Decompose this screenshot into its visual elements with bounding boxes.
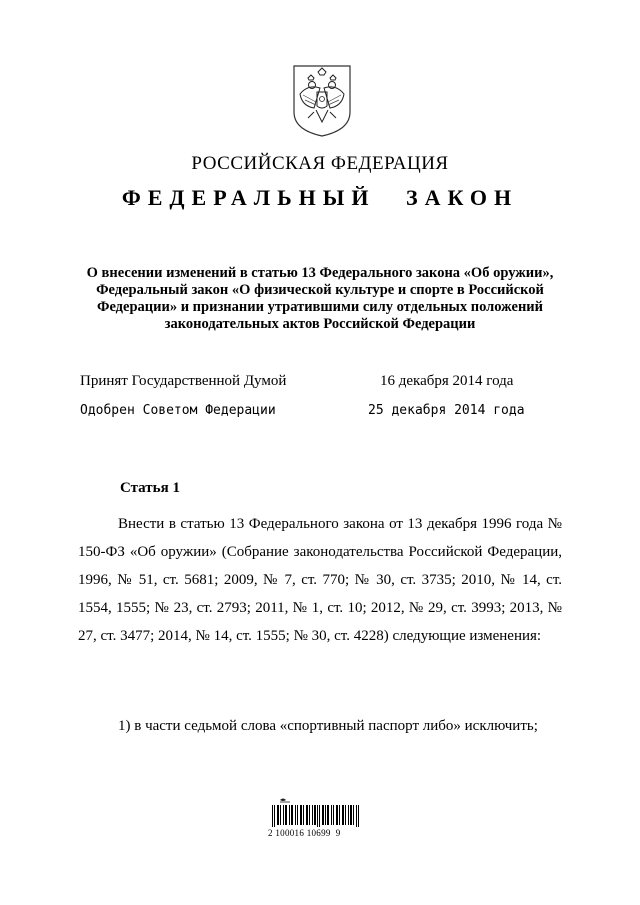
article-heading: Статья 1	[120, 480, 180, 496]
law-title-line: законодательных актов Российской Федерации	[164, 316, 476, 332]
law-title-line: Федерации» и признании утратившими силу отдельных положений	[96, 299, 544, 315]
article-item-1: 1) в части седьмой слова «спортивный паспорт либо» исключить;	[118, 718, 538, 734]
law-title-line: О внесении изменений в статью 13 Федерального закона «Об оружии»,	[86, 265, 554, 281]
barcode-icon	[270, 796, 370, 828]
duma-adoption-date: 16 декабря 2014 года	[380, 373, 514, 389]
article-paragraph: Внести в статью 13 Федерального закона от 13 декабря 1996 года № 150-ФЗ «Об оружии» (Собрание законодательства Российской Федерации, 1996, № 51, ст. 5681; 2009, № 7, ст. 770; № 30, ст. 3735; 2010, № 14, ст. 1554, 1555; № 23, ст. 2793; 2011, № 1, ст. 10; 2012, № 29, ст. 3993; 2013, № 27, ст. 3477; 2014, № 14, ст. 1555; № 30, ст. 4228) следующие изменения:	[78, 516, 562, 644]
council-approval-label: Одобрен Советом Федерации	[80, 403, 276, 418]
barcode-number: 2 100016 10699 9	[268, 828, 341, 838]
council-approval-date: 25 декабря 2014 года	[368, 403, 525, 418]
double-headed-eagle-icon	[290, 62, 354, 138]
law-title-line: Федеральный закон «О физической культуре и спорте в Российской	[96, 282, 544, 298]
country-heading: РОССИЙСКАЯ ФЕДЕРАЦИЯ	[191, 153, 449, 174]
coat-of-arms-emblem	[290, 62, 354, 138]
law-title	[70, 265, 570, 333]
law-type-heading: ФЕДЕРАЛЬНЫЙ ЗАКОН	[121, 185, 519, 210]
duma-adoption-label: Принят Государственной Думой	[80, 373, 287, 389]
barcode	[270, 796, 370, 848]
